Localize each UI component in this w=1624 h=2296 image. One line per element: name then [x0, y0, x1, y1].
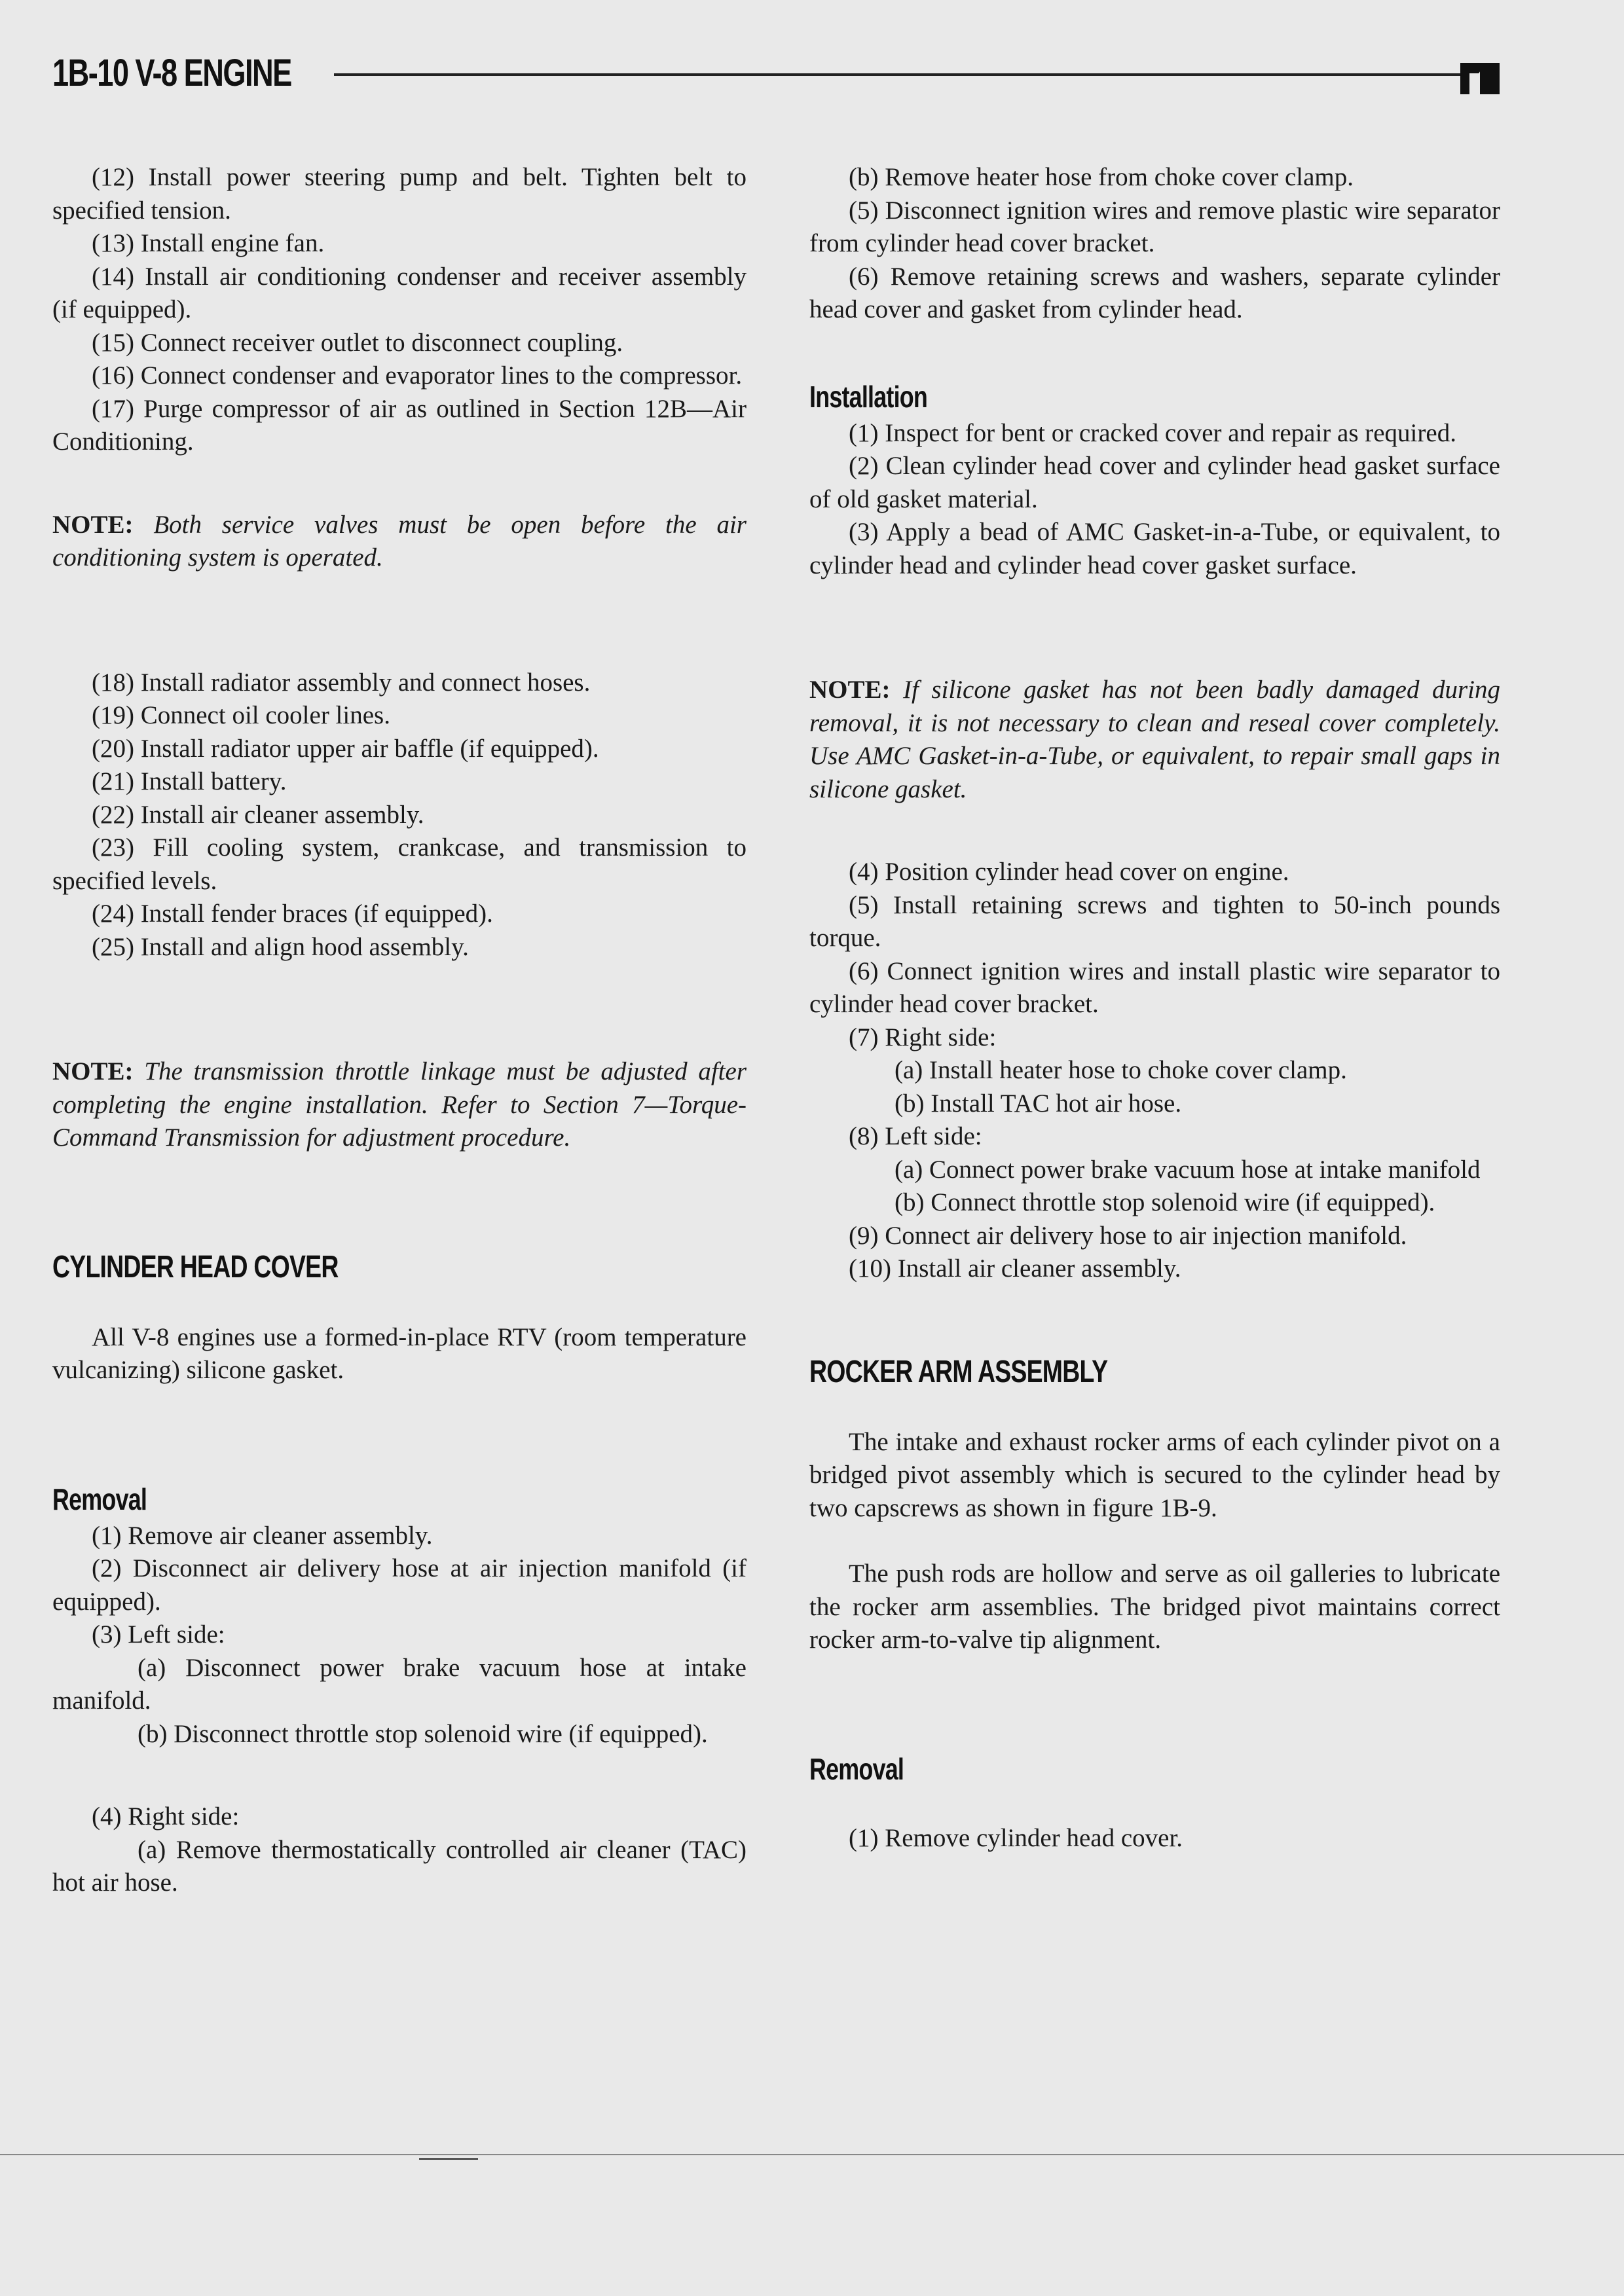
spacer	[52, 964, 747, 1055]
paragraph: (17) Purge compressor of air as outlined in Section 12B—Air Conditioning.	[52, 394, 747, 456]
spacer	[52, 1751, 747, 1800]
paragraph: (5) Install retaining screws and tighten to 50-inch pounds torque.	[809, 890, 1500, 952]
paragraph: (25) Install and align hood assembly.	[92, 932, 469, 961]
section-heading: Removal	[809, 1751, 904, 1786]
paragraph: (7) Right side:	[849, 1023, 997, 1051]
paragraph: (b) Install TAC hot air hose.	[895, 1089, 1182, 1118]
paragraph: (3) Apply a bead of AMC Gasket-in-a-Tube, or equivalent, to cylinder head and cylinder head cover gasket surface.	[809, 518, 1500, 579]
page-title: 1B-10 V-8 ENGINE	[52, 52, 291, 94]
footer-rule	[0, 2154, 1624, 2155]
paragraph: (3) Left side:	[92, 1620, 225, 1649]
spacer	[809, 1393, 1500, 1426]
paragraph: (14) Install air conditioning condenser and receiver assembly (if equipped).	[52, 262, 747, 323]
spacer	[52, 1288, 747, 1321]
left-column	[52, 161, 747, 1900]
paragraph: (23) Fill cooling system, crankcase, and transmission to specified levels.	[52, 833, 747, 895]
paragraph: (12) Install power steering pump and belt. Tighten belt to specified tension.	[52, 163, 747, 225]
amc-logo-icon	[1460, 58, 1500, 94]
page-header	[52, 46, 1500, 98]
paragraph: (2) Disconnect air delivery hose at air injection manifold (if equipped).	[52, 1554, 747, 1616]
paragraph: (b) Disconnect throttle stop solenoid wire (if equipped).	[138, 1719, 708, 1748]
footer-rule-mark	[419, 2158, 478, 2160]
spacer	[809, 1525, 1500, 1558]
note-label: NOTE:	[52, 510, 134, 539]
paragraph: (a) Connect power brake vacuum hose at intake manifold	[895, 1155, 1481, 1184]
section-heading: CYLINDER HEAD COVER	[52, 1249, 339, 1285]
note-block	[809, 674, 1500, 806]
paragraph: (2) Clean cylinder head cover and cylinder head gasket surface of old gasket material.	[809, 452, 1500, 513]
paragraph: (15) Connect receiver outlet to disconnect coupling.	[92, 328, 623, 357]
section-heading: ROCKER ARM ASSEMBLY	[809, 1354, 1108, 1389]
paragraph: (1) Remove air cleaner assembly.	[92, 1521, 433, 1550]
paragraph: (20) Install radiator upper air baffle (if equipped).	[92, 734, 599, 763]
paragraph: (13) Install engine fan.	[92, 229, 325, 257]
note-label: NOTE:	[52, 1057, 134, 1085]
paragraph: (19) Connect oil cooler lines.	[92, 701, 390, 729]
paragraph: (a) Remove thermostatically controlled air cleaner (TAC) hot air hose.	[52, 1835, 747, 1897]
paragraph: (18) Install radiator assembly and connect hoses.	[92, 668, 591, 697]
paragraph: (1) Remove cylinder head cover.	[849, 1823, 1183, 1852]
paragraph: (6) Remove retaining screws and washers, separate cylinder head cover and gasket from cylinder head.	[809, 262, 1500, 323]
right-column	[809, 161, 1500, 1855]
spacer	[809, 806, 1500, 856]
section-heading: Installation	[809, 379, 928, 414]
paragraph: (22) Install air cleaner assembly.	[92, 800, 424, 829]
paragraph: (24) Install fender braces (if equipped).	[92, 900, 493, 928]
spacer	[52, 1155, 747, 1247]
paragraph: (4) Position cylinder head cover on engine.	[849, 858, 1289, 886]
note-block	[52, 1055, 747, 1155]
spacer	[809, 1789, 1500, 1822]
paragraph: (4) Right side:	[92, 1802, 240, 1831]
note-text: If silicone gasket has not been badly damaged during removal, it is not necessary to clean and reseal cover completely. Use AMC Gasket-in-a-Tube, or equivalent, to repair small gaps in silicone gasket.	[809, 676, 1500, 803]
header-rule	[334, 73, 1467, 76]
paragraph: (b) Connect throttle stop solenoid wire (if equipped).	[895, 1188, 1435, 1216]
paragraph: The push rods are hollow and serve as oil galleries to lubricate the rocker arm assemblies. The bridged pivot maintains correct rocker arm-to-valve tip alignment.	[809, 1559, 1500, 1654]
spacer	[809, 1286, 1500, 1351]
spacer	[52, 575, 747, 666]
paragraph: (a) Install heater hose to choke cover clamp.	[895, 1056, 1347, 1084]
note-text: Both service valves must be open before the air conditioning system is operated.	[52, 510, 747, 572]
note-label: NOTE:	[809, 676, 891, 704]
paragraph: All V-8 engines use a formed-in-place RTV (room temperature vulcanizing) silicone gasket.	[52, 1322, 747, 1384]
note-block	[52, 509, 747, 575]
paragraph: (21) Install battery.	[92, 767, 287, 795]
paragraph: (5) Disconnect ignition wires and remove plastic wire separator from cylinder head cover bracket.	[809, 196, 1500, 257]
paragraph: (1) Inspect for bent or cracked cover and repair as required.	[849, 418, 1456, 447]
spacer	[809, 1657, 1500, 1749]
paragraph: (10) Install air cleaner assembly.	[849, 1254, 1181, 1283]
paragraph: (8) Left side:	[849, 1122, 982, 1150]
spacer	[52, 1387, 747, 1479]
paragraph: The intake and exhaust rocker arms of each cylinder pivot on a bridged pivot assembly which is secured to the cylinder head by two capscrews as shown in figure 1B-9.	[809, 1427, 1500, 1522]
spacer	[52, 459, 747, 509]
paragraph: (6) Connect ignition wires and install plastic wire separator to cylinder head cover bracket.	[809, 957, 1500, 1018]
spacer	[809, 582, 1500, 674]
paragraph: (9) Connect air delivery hose to air injection manifold.	[849, 1221, 1407, 1250]
paragraph: (a) Disconnect power brake vacuum hose at intake manifold.	[52, 1653, 747, 1715]
paragraph: (16) Connect condenser and evaporator lines to the compressor.	[92, 361, 743, 390]
paragraph: (b) Remove heater hose from choke cover clamp.	[849, 163, 1354, 191]
section-heading: Removal	[52, 1482, 147, 1516]
spacer	[809, 327, 1500, 376]
note-text: The transmission throttle linkage must be adjusted after completing the engine installation. Refer to Section 7—Torque-Command Transmission for adjustment procedure.	[52, 1057, 747, 1152]
